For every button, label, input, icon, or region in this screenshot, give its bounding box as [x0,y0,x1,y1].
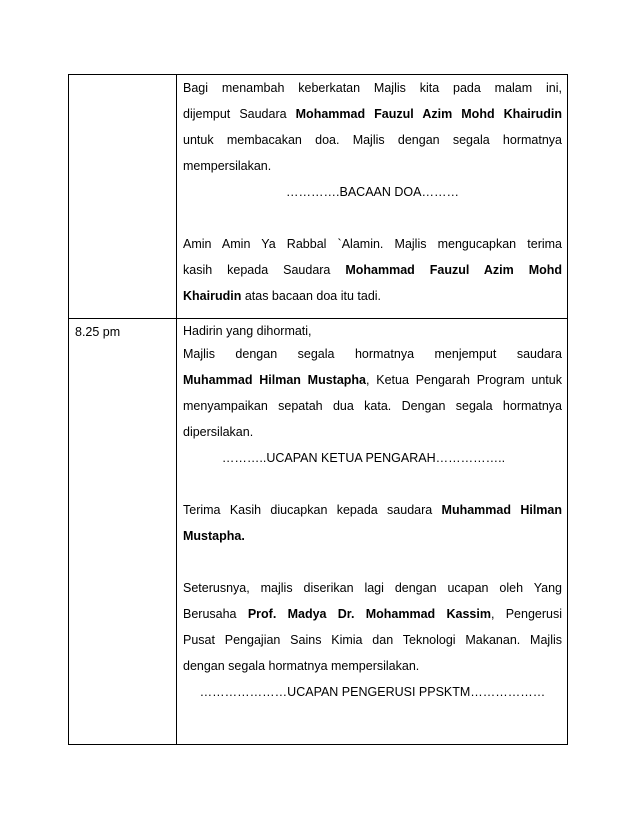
text-line: untuk membacakan doa. Majlis dengan segala hormatnya [183,133,562,147]
text-line: dijemput Saudara Mohammad Fauzul Azim Mohd Khairudin [183,107,562,121]
text-line: Hadirin yang dihormati, [183,324,312,338]
text-line: Terima Kasih diucapkan kepada saudara Muhammad Hilman [183,503,562,517]
text-line: mempersilakan. [183,159,272,173]
bacaan-doa-heading: ………….BACAAN DOA……… [286,185,459,199]
text-line: Bagi menambah keberkatan Majlis kita pada malam ini, [183,81,562,95]
text-line: Muhammad Hilman Mustapha, Ketua Pengarah Program untuk [183,373,562,387]
text-line: Berusaha Prof. Madya Dr. Mohammad Kassim, Pengerusi [183,607,563,621]
schedule-table [68,74,568,745]
column-divider [176,75,177,744]
text-line: Khairudin atas bacaan doa itu tadi. [183,289,382,303]
text-line: Amin Amin Ya Rabbal `Alamin. Majlis mengucapkan terima [183,237,562,251]
text-line: menyampaikan sepatah dua kata. Dengan segala hormatnya [183,399,562,413]
row2-content [183,321,562,705]
row1-content [183,75,562,309]
text-line: dengan segala hormatnya mempersilakan. [183,659,420,673]
text-line: Seterusnya, majlis diserikan lagi dengan ucapan oleh Yang [183,581,562,595]
text-line: Pusat Pengajian Sains Kimia dan Teknologi Makanan. Majlis [183,633,562,647]
ucapan-pengerusi-heading: …………………UCAPAN PENGERUSI PPSKTM……………… [199,685,546,699]
ucapan-ketua-heading: ………..UCAPAN KETUA PENGARAH…………….. [221,451,506,465]
text-line: Majlis dengan segala hormatnya menjemput saudara [183,347,562,361]
text-line: Mustapha. [183,529,245,543]
text-line: dipersilakan. [183,425,254,439]
row-divider [69,318,567,319]
text-line: kasih kepada Saudara Mohammad Fauzul Azim Mohd [183,263,563,277]
time-cell: 8.25 pm [75,325,121,339]
